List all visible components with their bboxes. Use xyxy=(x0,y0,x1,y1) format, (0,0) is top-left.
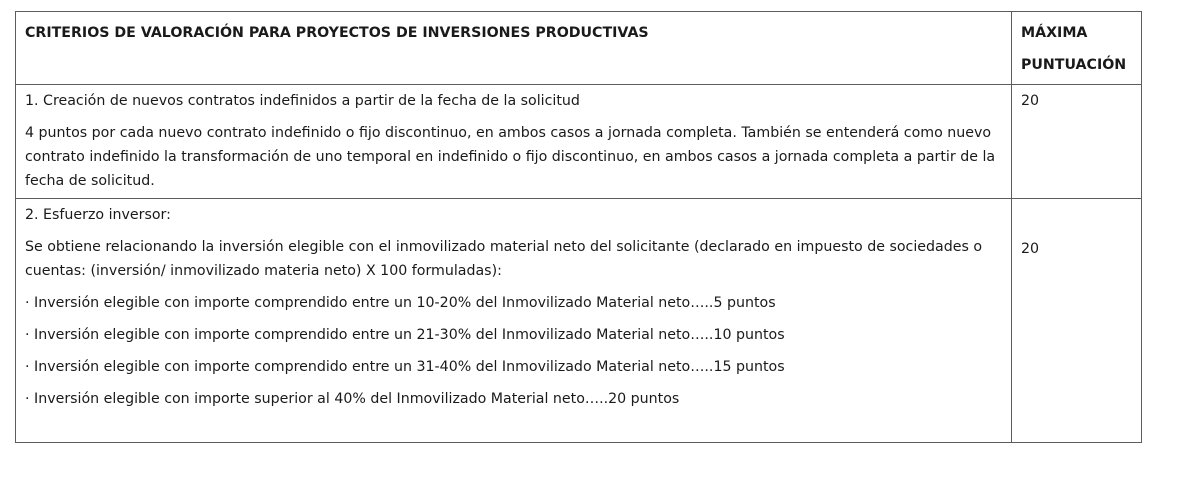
criterion-bullet: · Inversión elegible con importe comprendido entre un 10-20% del Inmovilizado Material neto…..5 puntos xyxy=(25,295,776,311)
table-row xyxy=(16,199,1142,443)
criterion-bullet: · Inversión elegible con importe comprendido entre un 31-40% del Inmovilizado Material neto…..15 puntos xyxy=(25,359,785,375)
criterion-title: 2. Esfuerzo inversor: xyxy=(25,207,171,223)
table-header-row xyxy=(16,12,1142,85)
criteria-table xyxy=(15,11,1142,443)
criterion-description: 4 puntos por cada nuevo contrato indefinido o fijo discontinuo, en ambos casos a jornada completa. También se entenderá como nuevo contrato indefinido la transformación de uno temporal en indefinido o fijo discontinuo, en ambos casos a jornada completa a partir de la fecha de solicitud. xyxy=(25,125,996,189)
criteria-cell xyxy=(16,85,1012,199)
criterion-bullet: · Inversión elegible con importe comprendido entre un 21-30% del Inmovilizado Material neto…..10 puntos xyxy=(25,327,785,343)
score-header: MÁXIMA PUNTUACIÓN xyxy=(1012,12,1142,85)
criterion-description: Se obtiene relacionando la inversión elegible con el inmovilizado material neto del solicitante (declarado en impuesto de sociedades o cuentas: (inversión/ inmovilizado materia neto) X 100 formuladas): xyxy=(25,239,983,279)
criterion-score: 20 xyxy=(1021,93,1040,109)
criterion-score: 20 xyxy=(1021,241,1040,257)
score-cell xyxy=(1012,85,1142,199)
criterion-title: 1. Creación de nuevos contratos indefinidos a partir de la fecha de la solicitud xyxy=(25,93,580,109)
criteria-header: CRITERIOS DE VALORACIÓN PARA PROYECTOS DE INVERSIONES PRODUCTIVAS xyxy=(16,12,1012,85)
criterion-bullet: · Inversión elegible con importe superior al 40% del Inmovilizado Material neto…..20 puntos xyxy=(25,391,680,407)
criteria-cell xyxy=(16,199,1012,443)
table-row xyxy=(16,85,1142,199)
score-cell xyxy=(1012,199,1142,443)
